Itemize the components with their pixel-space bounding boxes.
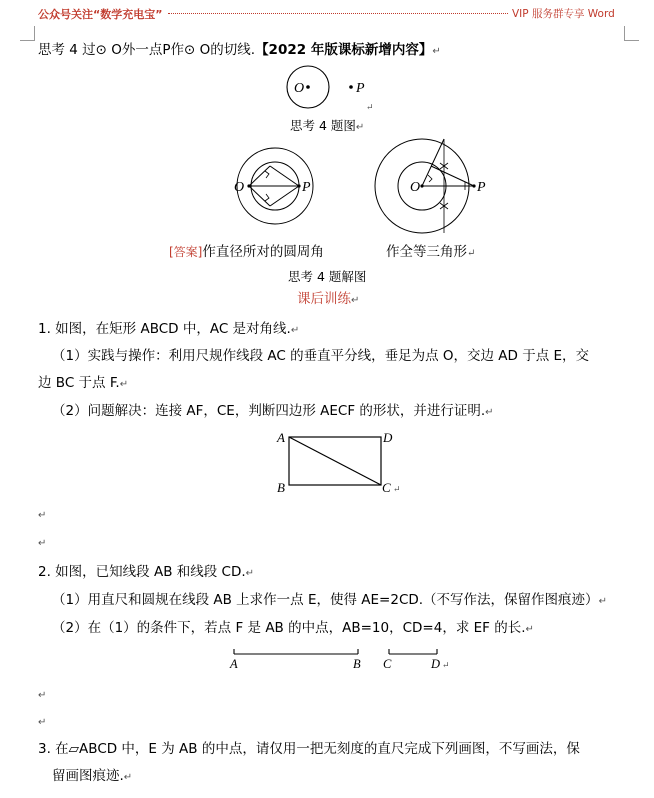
think4-caption: 思考 4 题图: [290, 118, 356, 133]
point-p-dot: [349, 85, 353, 89]
crop-mark-right: [624, 26, 639, 41]
q1-part1-a: （1）实践与操作：利用尺规作线段 AC 的垂直平分线，垂足为点 O，交边 AD 于点 E，交: [52, 348, 590, 364]
q3-line2-wrap: [52, 767, 132, 787]
q3-line2: 留画图痕迹.: [52, 768, 124, 784]
section-title-line: [297, 290, 359, 310]
crop-mark-left: [20, 26, 35, 41]
radius-line: [249, 186, 270, 206]
solution-figure-2: [374, 135, 499, 241]
para-mark: ↵: [366, 102, 374, 112]
method-2-label: 作全等三角形: [386, 244, 467, 260]
answer-tag: [答案]: [169, 245, 203, 259]
q1-part2: （2）问题解决：连接 AF，CE，判断四边形 AECF 的形状，并进行证明.: [52, 403, 486, 419]
para-mark: ↵: [525, 624, 534, 635]
empty-line: ↵: [38, 510, 47, 521]
think4-title: 思考 4 过⊙ O外一点P作⊙ O的切线.: [38, 42, 256, 58]
section-title: 课后训练: [297, 291, 351, 307]
think4-title-line: [38, 41, 441, 61]
think4-caption-line: [290, 117, 364, 137]
label-p: P: [302, 180, 311, 195]
q1-stem-line: [38, 320, 299, 340]
para-mark: ↵: [467, 248, 476, 259]
tangent-line: [270, 186, 299, 206]
label-o: O: [234, 180, 245, 195]
solution-caption: 思考 4 题解图: [288, 269, 367, 284]
para-mark: ↵: [123, 772, 133, 783]
point-p-dot: [472, 184, 475, 187]
right-angle-mark: [265, 194, 269, 201]
label-b: B: [353, 657, 361, 671]
label-c: C: [382, 480, 391, 495]
para-mark: ↵: [442, 660, 450, 670]
think4-tag: 【2022 年版课标新增内容】: [255, 42, 433, 58]
para-mark: ↵: [355, 122, 365, 133]
para-mark: ↵: [432, 46, 441, 57]
q2-part2-line: [52, 619, 534, 639]
tangent-line: [270, 166, 299, 186]
para-mark: ↵: [119, 379, 129, 390]
label-b: B: [277, 480, 285, 495]
empty-line: ↵: [38, 538, 47, 549]
label-p: P: [356, 81, 365, 96]
para-mark: ↵: [485, 407, 494, 418]
q1-part1-b-line: [38, 374, 128, 394]
center-dot: [247, 184, 250, 187]
para-mark: ↵: [351, 295, 360, 306]
think4-figure: [270, 62, 380, 114]
empty-line: ↵: [38, 717, 47, 728]
label-d: D: [383, 430, 393, 445]
q2-part1-line: [52, 591, 607, 611]
para-mark: ↵: [245, 568, 255, 579]
q1-stem: 1. 如图，在矩形 ABCD 中，AC 是对角线.: [38, 321, 291, 337]
empty-line: ↵: [38, 690, 47, 701]
q1-part1-b: 边 BC 于点 F.: [38, 375, 120, 391]
label-o: O: [294, 81, 305, 96]
solution-figure-1: [225, 135, 325, 241]
label-o: O: [410, 180, 421, 195]
para-mark: ↵: [598, 596, 607, 607]
center-dot: [420, 184, 423, 187]
label-c: C: [383, 657, 392, 671]
method-1-label: 作直径所对的圆周角: [202, 244, 324, 260]
q2-part1: （1）用直尺和圆规在线段 AB 上求作一点 E，使得 AE=2CD.（不写作法，保留作图痕迹）: [52, 592, 599, 608]
label-p: P: [477, 180, 486, 195]
q2-part2: （2）在（1）的条件下，若点 F 是 AB 的中点，AB=10，CD=4，求 EF 的长.: [52, 620, 526, 636]
header-left: 公众号关注“数学充电宝”: [38, 8, 163, 21]
q2-stem-line: [38, 563, 254, 583]
right-angle-mark: [428, 175, 432, 182]
method-2-line: [386, 243, 475, 263]
q3-line1: 3. 在▱ABCD 中，E 为 AB 的中点，请仅用一把无刻度的直尺完成下列画图，不写画法，保: [38, 741, 580, 757]
header-divider: [168, 13, 508, 14]
diagonal-ac: [289, 437, 381, 485]
center-dot: [306, 85, 310, 89]
radius-line: [249, 166, 270, 186]
label-a: A: [230, 657, 238, 671]
header-right: VIP 服务群专享 Word: [512, 8, 615, 20]
point-p-dot: [297, 184, 300, 187]
label-d: D: [431, 657, 441, 671]
solution-methods: [169, 243, 324, 261]
q1-rectangle-figure: [272, 428, 402, 496]
q1-part2-line: [52, 402, 494, 422]
para-mark: ↵: [290, 325, 300, 336]
q2-stem: 2. 如图，已知线段 AB 和线段 CD.: [38, 564, 246, 580]
para-mark: ↵: [393, 484, 401, 494]
label-a: A: [277, 430, 285, 445]
q2-segments-figure: [222, 642, 472, 672]
right-angle-mark: [265, 171, 269, 178]
